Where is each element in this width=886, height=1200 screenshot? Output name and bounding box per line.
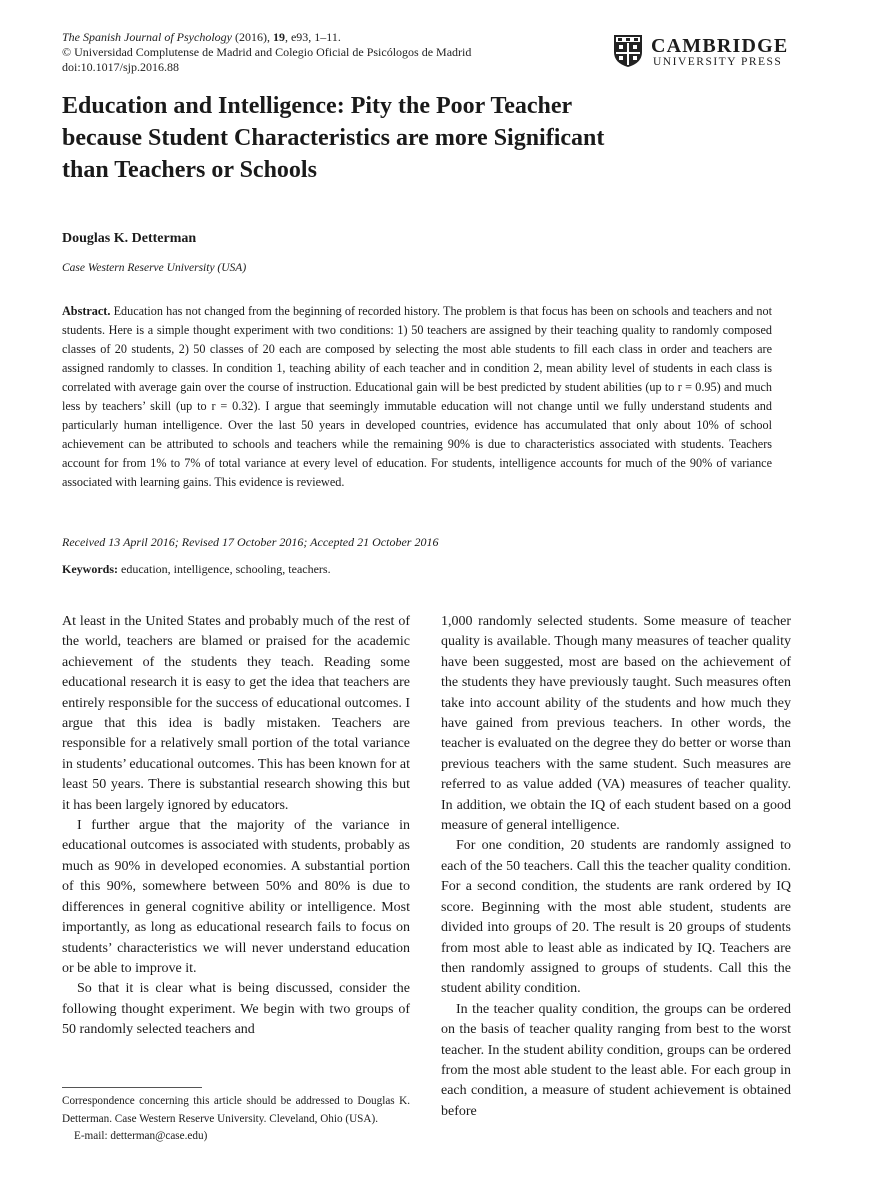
author-affiliation: Case Western Reserve University (USA) <box>62 262 247 274</box>
title-line: than Teachers or Schools <box>62 157 317 183</box>
journal-citation <box>62 30 622 75</box>
body-paragraph: So that it is clear what is being discussed, consider the following thought experiment. We begin with two groups of 50 randomly selected teachers and <box>62 981 410 1038</box>
abstract-text: Education has not changed from the beginning of recorded history. The problem is that focus has been on schools and teachers and not students. Here is a simple thought experiment with two conditions: 1) 50 teachers are assigned by their teaching quality to randomly composed classes of 20 students, 2) 50 classes of 20 each are composed by selecting the most able students to fill each class in order and teachers are assigned randomly to classes. In condition 1, teaching ability of each teacher and in condition 2, mean ability level of students in each class is correlated with average gain over the course of instruction. Educational gain will be best predicted by student abilities (up to r = 0.95) and much less by teachers’ skill (up to r = 0.32). I argue that seemingly immutable education will not change until we fully understand students and particularly human intelligence. Over the last 50 years in developed countries, evidence has accumulated that only about 10% of school achievement can be attributed to schools and teachers while the remaining 90% is due to characteristics associated with students. Teachers account for from 1% to 7% of total variance at every level of education. For students, intelligence accounts for much of the 90% of variance associated with learning gains. This evidence is reviewed. <box>62 304 772 489</box>
journal-name: The Spanish Journal of Psychology <box>62 30 232 44</box>
title-line: Education and Intelligence: Pity the Poor Teacher <box>62 93 573 119</box>
publisher-logo <box>613 34 803 70</box>
body-paragraph: I further argue that the majority of the variance in educational outcomes is associated with students, probably as much as 90% in developed economies. A substantial portion of this 90%, somewhere between 50% and 80% is due to differences in general cognitive ability or intelligence. Most importantly, as long as educational research fails to focus on students’ characteristics we will never understand education or be able to improve it. <box>62 818 410 976</box>
body-column-right <box>441 612 791 1122</box>
abstract-label: Abstract. <box>62 304 111 318</box>
journal-volume: 19 <box>272 30 285 44</box>
body-paragraph: For one condition, 20 students are randomly assigned to each of the 50 teachers. Call this the teacher quality condition. For a second condition, the students are rank ordered by IQ score. Beginning with the most able student, students are divided into groups of 20. The result is 20 groups of students from most able to least able as indicated by IQ. Teachers are then randomly assigned to groups of students. Call this the student ability condition. <box>441 838 791 997</box>
author-name: Douglas K. Detterman <box>62 231 197 246</box>
title-line: because Student Characteristics are more Significant <box>62 125 605 151</box>
journal-year: (2016), <box>231 30 273 44</box>
body-paragraph: 1,000 randomly selected students. Some measure of teacher quality is available. Though many measures of teacher quality have been suggested, most are based on the achievement of the students they have previously taught. Such measures often take into account ability of the students and how much they have gained from previous teachers. In other words, the teacher is evaluated on the degree they do better or worse than previous teachers with the same student. Such measures are referred to as value added (VA) measures of teacher quality. In addition, we obtain the IQ of each student based on a good measure of general intelligence. <box>441 614 791 834</box>
abstract <box>62 302 772 492</box>
footnote-divider <box>62 1087 202 1088</box>
body-paragraph: In the teacher quality condition, the groups can be ordered on the basis of teacher quality ranging from best to the worst teacher. In the student ability condition, groups can be ordered from the most able student to the least able. For each group in each condition, a measure of student achievement is obtained before <box>441 1001 791 1119</box>
body-column-left <box>62 612 410 1041</box>
journal-pages: , e93, 1–11. <box>284 30 341 44</box>
keywords-text: education, intelligence, schooling, teachers. <box>118 562 331 576</box>
doi-line: doi:10.1017/sjp.2016.88 <box>62 60 180 74</box>
footnote-text: Correspondence concerning this article should be addressed to Douglas K. Detterman. Case Western Reserve University. Cleveland, Ohio (USA). <box>62 1095 410 1125</box>
body-paragraph: At least in the United States and probably much of the rest of the world, teachers are blamed or praised for the academic achievement of the students they teach. Reading some educational research it is easy to get the idea that teachers are entirely responsible for the success of educational outcomes. I argue that this idea is badly mistaken. Teachers are responsible for a relatively small portion of the total variance in students’ educational outcomes. This has been known for at least 50 years. There is substantial research showing this but it has been largely ignored by educators. <box>62 614 410 813</box>
correspondence-footnote <box>62 1093 410 1146</box>
publisher-subname: UNIVERSITY PRESS <box>653 56 783 68</box>
footnote-email: E-mail: detterman@case.edu) <box>74 1130 208 1142</box>
journal-line <box>62 30 622 45</box>
received-dates: Received 13 April 2016; Revised 17 October 2016; Accepted 21 October 2016 <box>62 535 439 549</box>
article-title <box>62 90 802 186</box>
cambridge-shield-icon <box>613 34 643 68</box>
copyright-line: © Universidad Complutense de Madrid and Colegio Oficial de Psicólogos de Madrid <box>62 45 472 59</box>
publisher-name: CAMBRIDGE <box>651 35 789 57</box>
keywords <box>62 562 331 577</box>
keywords-label: Keywords: <box>62 562 118 576</box>
